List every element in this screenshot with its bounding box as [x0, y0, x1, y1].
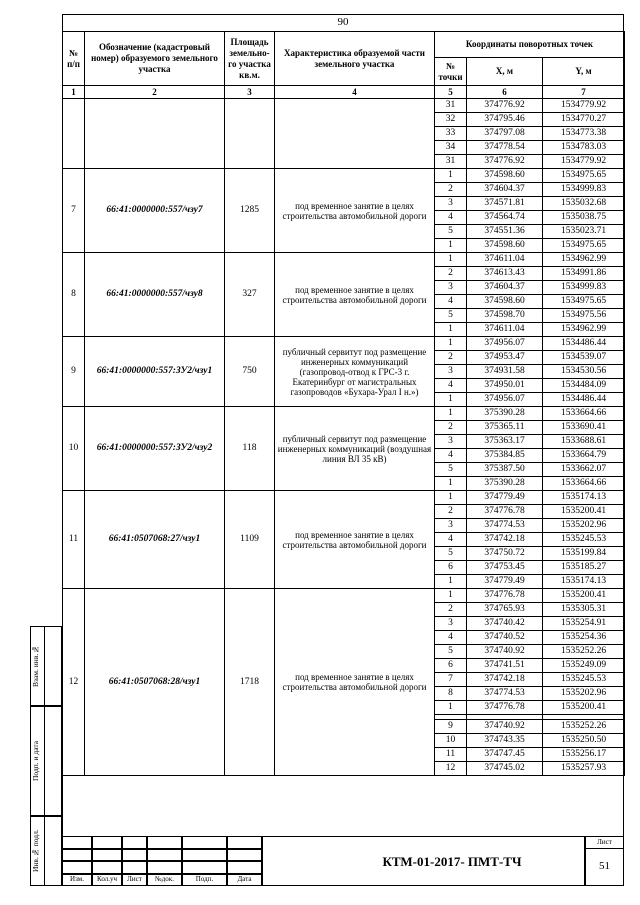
header-coordinates: Координаты поворотных точек	[435, 32, 625, 58]
y-coordinate: 1535250.50	[543, 734, 625, 748]
point-number: 5	[435, 309, 467, 323]
y-coordinate: 1535257.93	[543, 762, 625, 776]
point-number: 4	[435, 533, 467, 547]
point-number: 2	[435, 267, 467, 281]
point-number: 1	[435, 701, 467, 715]
y-coordinate: 1535252.26	[543, 645, 625, 659]
header-num: № п/п	[63, 32, 85, 86]
table-row	[63, 491, 625, 505]
point-number: 5	[435, 463, 467, 477]
point-number: 1	[435, 253, 467, 267]
point-number: 1	[435, 589, 467, 603]
point-number: 31	[435, 99, 467, 113]
point-number: 1	[435, 491, 467, 505]
y-coordinate: 1534770.27	[543, 113, 625, 127]
stamp-col-label: №док.	[155, 875, 174, 883]
point-number: 8	[435, 687, 467, 701]
point-number: 6	[435, 659, 467, 673]
x-coordinate: 375390.28	[467, 407, 543, 421]
point-number: 10	[435, 734, 467, 748]
point-number: 4	[435, 379, 467, 393]
x-coordinate: 374776.92	[467, 99, 543, 113]
point-number: 4	[435, 295, 467, 309]
x-coordinate: 374950.01	[467, 379, 543, 393]
side-podp: Подп. и дата	[30, 706, 62, 816]
stamp-col-label: Лист	[127, 875, 142, 883]
x-coordinate: 374611.04	[467, 253, 543, 267]
y-coordinate: 1535200.41	[543, 701, 625, 715]
x-coordinate: 374742.18	[467, 533, 543, 547]
y-coordinate: 1533662.07	[543, 463, 625, 477]
y-coordinate: 1535199.84	[543, 547, 625, 561]
table-row	[63, 337, 625, 351]
x-coordinate: 374571.81	[467, 197, 543, 211]
point-number: 11	[435, 748, 467, 762]
y-coordinate: 1534999.83	[543, 183, 625, 197]
page-number: 90	[337, 16, 349, 28]
y-coordinate: 1535254.91	[543, 617, 625, 631]
y-coordinate: 1533664.79	[543, 449, 625, 463]
header-designation: Обозначение (кадастровый номер) образуемого земельного участка	[85, 32, 225, 86]
group-area	[225, 99, 275, 169]
y-coordinate: 1534999.83	[543, 281, 625, 295]
group-area: 1718	[225, 589, 275, 776]
x-coordinate: 374611.04	[467, 323, 543, 337]
x-coordinate: 374613.43	[467, 267, 543, 281]
x-coordinate: 375365.11	[467, 421, 543, 435]
point-number: 31	[435, 155, 467, 169]
point-number: 32	[435, 113, 467, 127]
x-coordinate: 374740.42	[467, 617, 543, 631]
x-coordinate: 374753.45	[467, 561, 543, 575]
group-num: 8	[63, 253, 85, 337]
y-coordinate: 1535254.36	[543, 631, 625, 645]
group-area: 118	[225, 407, 275, 491]
table-row	[63, 253, 625, 267]
stamp-col-label: Дата	[237, 875, 252, 883]
x-coordinate: 374745.02	[467, 762, 543, 776]
x-coordinate: 374797.08	[467, 127, 543, 141]
group-designation: 66:41:0000000:557/чзу8	[85, 253, 225, 337]
x-coordinate: 374740.52	[467, 631, 543, 645]
group-char: под временное занятие в целях строительства автомобильной дороги	[275, 589, 435, 776]
point-number: 3	[435, 519, 467, 533]
point-number: 1	[435, 407, 467, 421]
y-coordinate: 1534773.38	[543, 127, 625, 141]
group-area: 750	[225, 337, 275, 407]
stamp-col-label: Кол.уч	[97, 875, 117, 883]
point-number: 1	[435, 575, 467, 589]
sheet-label: Лист	[597, 838, 612, 846]
table-row	[63, 99, 625, 113]
point-number: 4	[435, 631, 467, 645]
point-number: 4	[435, 211, 467, 225]
y-coordinate: 1534975.65	[543, 169, 625, 183]
y-coordinate: 1535305.31	[543, 603, 625, 617]
y-coordinate: 1534779.92	[543, 99, 625, 113]
point-number: 1	[435, 337, 467, 351]
y-coordinate: 1535245.53	[543, 673, 625, 687]
table-row	[63, 589, 625, 603]
x-coordinate: 375363.17	[467, 435, 543, 449]
point-number: 2	[435, 603, 467, 617]
point-number: 7	[435, 673, 467, 687]
x-coordinate: 374776.78	[467, 589, 543, 603]
y-coordinate: 1534991.86	[543, 267, 625, 281]
table-row	[63, 169, 625, 183]
x-coordinate: 374743.35	[467, 734, 543, 748]
x-coordinate: 375384.85	[467, 449, 543, 463]
header-y: Y, м	[543, 58, 625, 86]
y-coordinate: 1534539.07	[543, 351, 625, 365]
header-area: Площадь земельно-го участка кв.м.	[225, 32, 275, 86]
x-coordinate: 374742.18	[467, 673, 543, 687]
y-coordinate: 1534975.65	[543, 239, 625, 253]
column-number: 2	[85, 86, 225, 99]
x-coordinate: 375390.28	[467, 477, 543, 491]
x-coordinate: 374740.92	[467, 720, 543, 734]
y-coordinate: 1535174.13	[543, 575, 625, 589]
point-number: 9	[435, 720, 467, 734]
group-designation: 66:41:0000000:557:ЗУ2/чзу1	[85, 337, 225, 407]
y-coordinate: 1535200.41	[543, 505, 625, 519]
side-inv: Инв.№ подл.	[30, 816, 62, 886]
y-coordinate: 1535256.17	[543, 748, 625, 762]
x-coordinate: 374953.47	[467, 351, 543, 365]
y-coordinate: 1535202.96	[543, 519, 625, 533]
x-coordinate: 374931.58	[467, 365, 543, 379]
x-coordinate: 375387.50	[467, 463, 543, 477]
side-vzam: Взам. инв.№	[30, 626, 62, 706]
y-coordinate: 1534975.56	[543, 309, 625, 323]
group-designation: 66:41:0507068:27/чзу1	[85, 491, 225, 589]
x-coordinate: 374740.92	[467, 645, 543, 659]
point-number: 2	[435, 421, 467, 435]
stamp-col-label: Подп.	[195, 875, 214, 883]
point-number: 3	[435, 197, 467, 211]
stamp-col-label: Изм.	[70, 875, 84, 883]
x-coordinate: 374598.60	[467, 239, 543, 253]
y-coordinate: 1535174.13	[543, 491, 625, 505]
column-number: 7	[543, 86, 625, 99]
y-coordinate: 1533688.61	[543, 435, 625, 449]
header-characteristic: Характеристика образуемой части земельного участка	[275, 32, 435, 86]
y-coordinate: 1534962.99	[543, 323, 625, 337]
header-point: № точки	[435, 58, 467, 86]
title-block	[62, 836, 624, 886]
coordinates-table	[62, 31, 625, 776]
point-number: 33	[435, 127, 467, 141]
y-coordinate: 1534975.65	[543, 295, 625, 309]
point-number: 1	[435, 323, 467, 337]
x-coordinate: 374598.60	[467, 295, 543, 309]
point-number: 5	[435, 225, 467, 239]
x-coordinate: 374778.54	[467, 141, 543, 155]
x-coordinate: 374564.74	[467, 211, 543, 225]
x-coordinate: 374750.72	[467, 547, 543, 561]
point-number: 5	[435, 547, 467, 561]
x-coordinate: 374741.51	[467, 659, 543, 673]
x-coordinate: 374551.36	[467, 225, 543, 239]
group-num	[63, 99, 85, 169]
y-coordinate: 1534486.44	[543, 337, 625, 351]
point-number: 1	[435, 169, 467, 183]
y-coordinate: 1533664.66	[543, 407, 625, 421]
sheet-number: 51	[599, 860, 610, 872]
x-coordinate: 374776.78	[467, 505, 543, 519]
table-row	[63, 407, 625, 421]
y-coordinate: 1535252.26	[543, 720, 625, 734]
group-num: 11	[63, 491, 85, 589]
y-coordinate: 1535202.96	[543, 687, 625, 701]
column-number: 3	[225, 86, 275, 99]
y-coordinate: 1535038.75	[543, 211, 625, 225]
point-number: 4	[435, 449, 467, 463]
column-number: 5	[435, 86, 467, 99]
y-coordinate: 1534484.09	[543, 379, 625, 393]
group-char	[275, 99, 435, 169]
point-number: 34	[435, 141, 467, 155]
group-char: публичный сервитут под размещение инженерных коммуникаций (газопровод-отвод к ГРС-3 г. Екатеринбург от магистральных газопроводов «Бухара-Урал I н.»)	[275, 337, 435, 407]
column-number: 6	[467, 86, 543, 99]
column-number: 1	[63, 86, 85, 99]
x-coordinate: 374604.37	[467, 281, 543, 295]
point-number: 12	[435, 762, 467, 776]
x-coordinate: 374956.07	[467, 393, 543, 407]
x-coordinate: 374776.92	[467, 155, 543, 169]
y-coordinate: 1535023.71	[543, 225, 625, 239]
x-coordinate: 374598.70	[467, 309, 543, 323]
x-coordinate: 374598.60	[467, 169, 543, 183]
group-designation: 66:41:0507068:28/чзу1	[85, 589, 225, 776]
x-coordinate: 374776.78	[467, 701, 543, 715]
y-coordinate: 1533664.66	[543, 477, 625, 491]
point-number: 2	[435, 505, 467, 519]
x-coordinate: 374795.46	[467, 113, 543, 127]
point-number: 1	[435, 477, 467, 491]
group-designation: 66:41:0000000:557/чзу7	[85, 169, 225, 253]
y-coordinate: 1535185.27	[543, 561, 625, 575]
group-num: 10	[63, 407, 85, 491]
y-coordinate: 1535245.53	[543, 533, 625, 547]
x-coordinate: 374774.53	[467, 687, 543, 701]
point-number: 1	[435, 239, 467, 253]
x-coordinate: 374779.49	[467, 491, 543, 505]
group-char: под временное занятие в целях строительства автомобильной дороги	[275, 253, 435, 337]
point-number: 3	[435, 617, 467, 631]
group-char: под временное занятие в целях строительства автомобильной дороги	[275, 491, 435, 589]
x-coordinate: 374604.37	[467, 183, 543, 197]
point-number: 6	[435, 561, 467, 575]
x-coordinate: 374956.07	[467, 337, 543, 351]
x-coordinate: 374779.49	[467, 575, 543, 589]
group-designation	[85, 99, 225, 169]
group-area: 1109	[225, 491, 275, 589]
column-number: 4	[275, 86, 435, 99]
group-designation: 66:41:0000000:557:ЗУ2/чзу2	[85, 407, 225, 491]
group-area: 1285	[225, 169, 275, 253]
group-num: 7	[63, 169, 85, 253]
x-coordinate: 374765.93	[467, 603, 543, 617]
x-coordinate: 374774.53	[467, 519, 543, 533]
y-coordinate: 1534962.99	[543, 253, 625, 267]
y-coordinate: 1535032.68	[543, 197, 625, 211]
y-coordinate: 1533690.41	[543, 421, 625, 435]
point-number: 3	[435, 365, 467, 379]
group-char: под временное занятие в целях строительства автомобильной дороги	[275, 169, 435, 253]
point-number: 3	[435, 435, 467, 449]
group-area: 327	[225, 253, 275, 337]
point-number: 1	[435, 393, 467, 407]
point-number: 2	[435, 183, 467, 197]
group-char: публичный сервитут под размещение инженерных коммуникаций (воздушная линия ВЛ 35 кВ)	[275, 407, 435, 491]
point-number: 5	[435, 645, 467, 659]
y-coordinate: 1534783.03	[543, 141, 625, 155]
group-num: 9	[63, 337, 85, 407]
y-coordinate: 1534779.92	[543, 155, 625, 169]
y-coordinate: 1534486.44	[543, 393, 625, 407]
header-x: X, м	[467, 58, 543, 86]
y-coordinate: 1535249.09	[543, 659, 625, 673]
document-code: КТМ-01-2017- ПМТ-ТЧ	[382, 854, 522, 869]
group-num: 12	[63, 589, 85, 776]
point-number: 2	[435, 351, 467, 365]
y-coordinate: 1534530.56	[543, 365, 625, 379]
point-number: 3	[435, 281, 467, 295]
x-coordinate: 374747.45	[467, 748, 543, 762]
y-coordinate: 1535200.41	[543, 589, 625, 603]
